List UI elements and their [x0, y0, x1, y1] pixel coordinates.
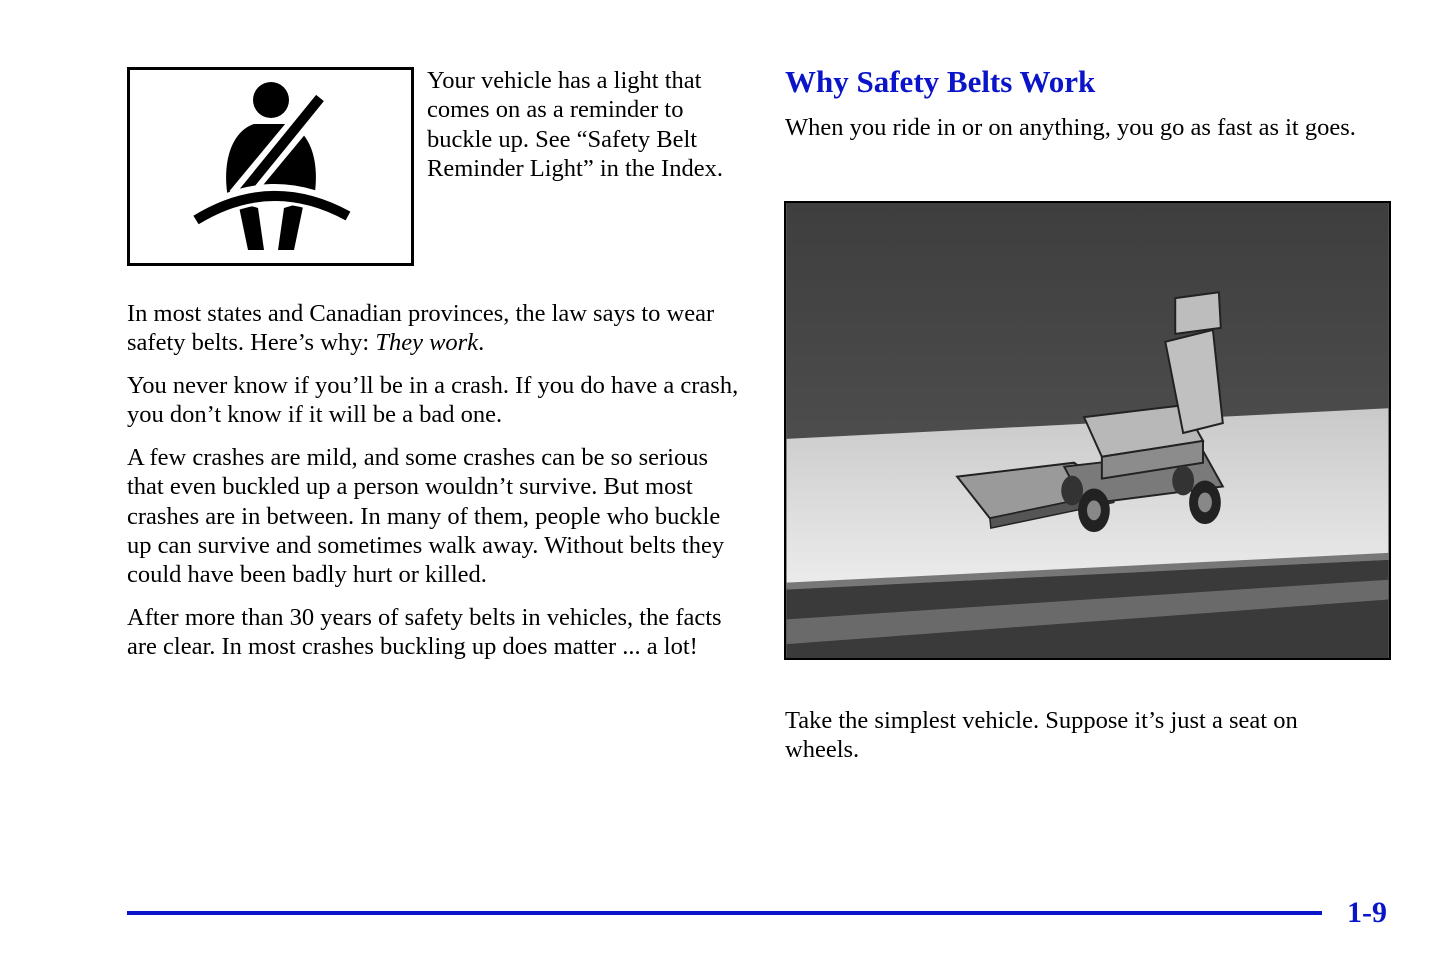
illustration-caption: Take the simplest vehicle. Suppose it’s just a seat on wheels. — [785, 707, 1298, 764]
seatbelt-reminder-icon — [127, 67, 414, 266]
page-number: 1-9 — [1347, 896, 1387, 929]
intro-paragraph: When you ride in or on anything, you go as fast as it goes. — [785, 114, 1356, 141]
footer-rule — [127, 911, 1322, 915]
paragraph-facts: After more than 30 years of safety belts in vehicles, the facts are clear. In most crashes buckling up does matter ... a lot! — [127, 604, 722, 661]
paragraph-crash-unknown: You never know if you’ll be in a crash. If you do have a crash, you don’t know if it will be a bad one. — [127, 372, 739, 429]
section-heading: Why Safety Belts Work — [785, 64, 1096, 99]
left-column-text — [127, 299, 747, 675]
paragraph-law — [127, 299, 747, 358]
paragraph-law-text: In most states and Canadian provinces, the law says to wear safety belts. Here’s why: — [127, 300, 715, 357]
emphasis-they-work: They work — [375, 329, 479, 357]
paragraph-law-end: . — [478, 329, 485, 357]
paragraph-crash-severity: A few crashes are mild, and some crashes can be so serious that even buckled up a person wouldn’t survive. But most crashes are in between. In many of them, people who buckle up can survive and sometimes walk away. Without belts they could have been badly hurt or killed. — [127, 444, 725, 589]
reminder-paragraph: Your vehicle has a light that comes on as a reminder to buckle up. See “Safety Belt Reminder Light” in the Index. — [427, 67, 723, 182]
seat-on-wheels-illustration — [784, 201, 1391, 660]
reminder-text — [427, 66, 747, 183]
